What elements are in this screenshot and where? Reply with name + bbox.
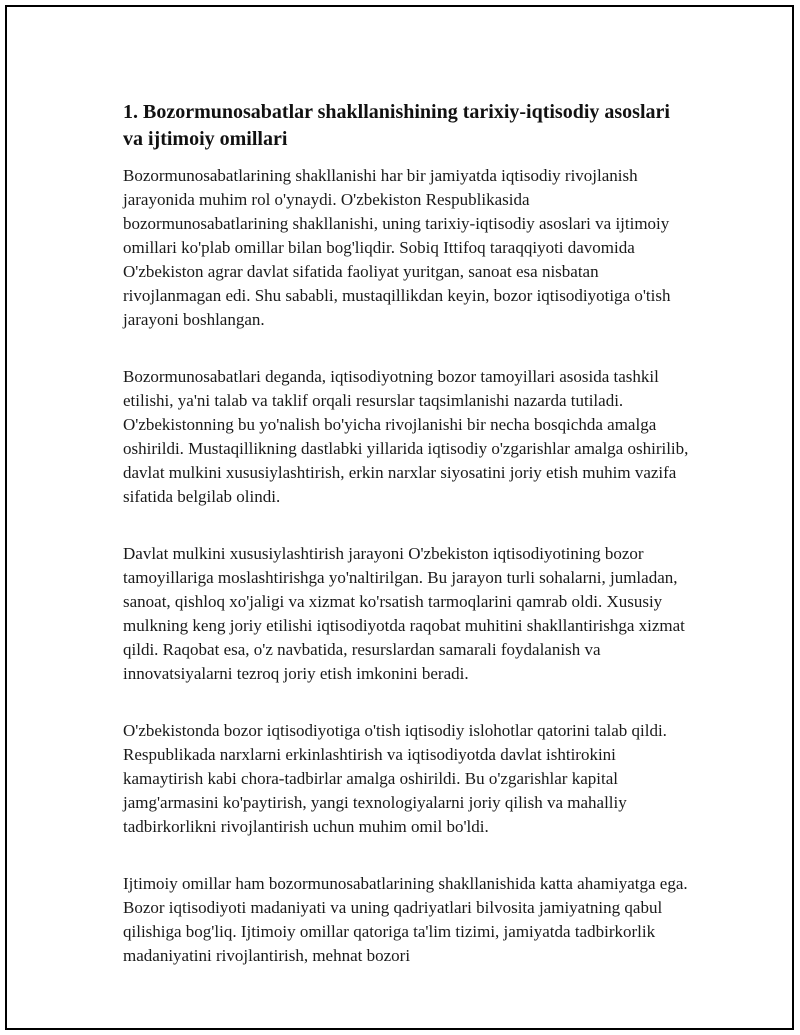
paragraph-1: Bozormunosabatlarining shakllanishi har bir jamiyatda iqtisodiy rivojlanish jarayonida muhim rol o'ynaydi. O'zbekiston Respublikasida bozormunosabatlarining shakllanishi, uning tarixiy-iqtisodiy asoslari va ijtimoiy omillari ko'plab omillar bilan bog'liqdir. Sobiq Ittifoq taraqqiyoti davomida O'zbekiston agrar davlat sifatida faoliyat yuritgan, sanoat esa nisbatan rivojlanmagan edi. Shu sababli, mustaqillikdan keyin, bozor iqtisodiyotiga o'tish jarayoni boshlangan. <box>123 166 671 329</box>
paragraph-3: Davlat mulkini xususiylashtirish jarayoni O'zbekiston iqtisodiyotining bozor tamoyillariga moslashtirishga yo'naltirilgan. Bu jarayon turli sohalarni, jumladan, sanoat, qishloq xo'jaligi va xizmat ko'rsatish tarmoqlarini qamrab oldi. Xususiy mulkning keng joriy etilishi iqtisodiyotda raqobat muhitini shakllantirishga xizmat qildi. Raqobat esa, o'z navbatida, resurslardan samarali foydalanish va innovatsiyalarni tezroq joriy etish imkonini beradi. <box>123 544 685 683</box>
section-heading: 1. Bozormunosabatlar shakllanishining tarixiy-iqtisodiy asoslari va ijtimoiy omillari <box>123 101 670 150</box>
paragraph-4: O'zbekistonda bozor iqtisodiyotiga o'tish iqtisodiy islohotlar qatorini talab qildi. Respublikada narxlarni erkinlashtirish va iqtisodiyotda davlat ishtirokini kamaytirish kabi chora-tadbirlar amalga oshirildi. Bu o'zgarishlar kapital jamg'armasini ko'paytirish, yangi texnologiyalarni joriy qilish va mahalliy tadbirkorlikni rivojlantirish uchun muhim omil bo'ldi. <box>123 721 667 836</box>
paragraph-2: Bozormunosabatlari deganda, iqtisodiyotning bozor tamoyillari asosida tashkil etilishi, ya'ni talab va taklif orqali resurslar taqsimlanishi nazarda tutiladi. O'zbekistonning bu yo'nalish bo'yicha rivojlanishi bir necha bosqichda amalga oshirildi. Mustaqillikning dastlabki yillarida iqtisodiy o'zgarishlar amalga oshirilib, davlat mulkini xususiylashtirish, erkin narxlar siyosatini joriy etish muhim vazifa sifatida belgilab olindi. <box>123 367 689 506</box>
page-frame <box>5 5 794 1030</box>
paragraph-5: Ijtimoiy omillar ham bozormunosabatlarining shakllanishida katta ahamiyatga ega. Bozor iqtisodiyoti madaniyati va uning qadriyatlari bilvosita jamiyatning qabul qilishiga bog'liq. Ijtimoiy omillar qatoriga ta'lim tizimi, jamiyatda tadbirkorlik madaniyatini rivojlantirish, mehnat bozori <box>123 874 688 965</box>
document-body <box>123 99 693 1001</box>
